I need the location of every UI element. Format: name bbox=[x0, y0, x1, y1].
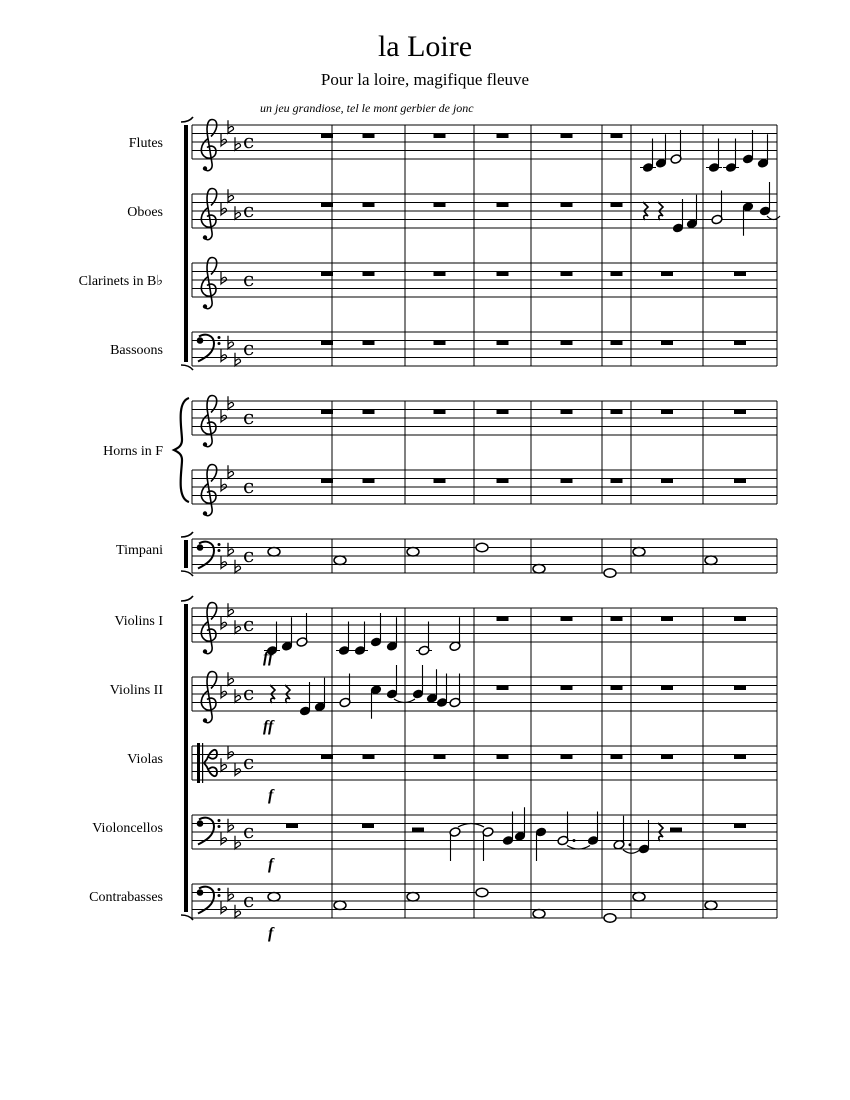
whole-rest bbox=[561, 410, 573, 415]
whole-rest bbox=[363, 203, 375, 208]
time-signature: c bbox=[243, 267, 255, 291]
dynamic-marking: ff bbox=[263, 649, 274, 666]
whole-rest bbox=[734, 272, 746, 277]
half-rest bbox=[412, 828, 424, 833]
whole-rest bbox=[363, 410, 375, 415]
time-signature: c bbox=[243, 474, 255, 498]
whole-rest bbox=[497, 341, 509, 346]
whole-rest bbox=[661, 341, 673, 346]
flat-sign-icon bbox=[228, 465, 234, 478]
flat-sign-icon bbox=[235, 137, 241, 150]
whole-rest bbox=[497, 410, 509, 415]
flat-sign-icon bbox=[221, 616, 227, 629]
whole-rest bbox=[363, 479, 375, 484]
whole-rest bbox=[611, 272, 623, 277]
flat-sign-icon bbox=[228, 543, 234, 556]
whole-rest bbox=[661, 479, 673, 484]
flat-sign-icon bbox=[221, 133, 227, 146]
flat-sign-icon bbox=[221, 478, 227, 491]
notehead bbox=[705, 556, 717, 565]
flat-sign-icon bbox=[228, 336, 234, 349]
score-title: la Loire bbox=[377, 30, 473, 63]
flat-sign-icon bbox=[221, 556, 227, 569]
flat-sign-icon bbox=[228, 603, 234, 616]
flat-sign-icon bbox=[221, 349, 227, 362]
notehead bbox=[633, 547, 645, 556]
notehead bbox=[705, 901, 717, 910]
whole-rest bbox=[661, 686, 673, 691]
instrument-label: Clarinets in B♭ bbox=[78, 274, 163, 289]
whole-rest bbox=[734, 617, 746, 622]
whole-rest bbox=[561, 617, 573, 622]
flat-sign-icon bbox=[221, 409, 227, 422]
whole-rest bbox=[497, 272, 509, 277]
notehead bbox=[334, 901, 346, 910]
flat-sign-icon bbox=[228, 120, 234, 133]
instrument-label: Flutes bbox=[128, 136, 163, 151]
time-signature: c bbox=[243, 750, 255, 774]
whole-rest bbox=[734, 341, 746, 346]
notehead bbox=[604, 569, 616, 578]
instrument-label: Violins II bbox=[109, 683, 163, 698]
treble-clef-icon bbox=[201, 396, 216, 447]
whole-rest bbox=[561, 341, 573, 346]
whole-rest bbox=[434, 479, 446, 484]
notehead bbox=[476, 543, 488, 552]
staff bbox=[192, 258, 777, 309]
notehead bbox=[533, 909, 545, 918]
notehead bbox=[633, 892, 645, 901]
time-signature: c bbox=[243, 405, 255, 429]
whole-rest bbox=[497, 617, 509, 622]
flat-sign-icon bbox=[221, 271, 227, 284]
whole-rest bbox=[321, 203, 333, 208]
notehead bbox=[604, 914, 616, 923]
whole-rest bbox=[321, 341, 333, 346]
whole-rest bbox=[497, 686, 509, 691]
time-signature: c bbox=[243, 543, 255, 567]
whole-rest bbox=[561, 479, 573, 484]
instrument-names bbox=[79, 136, 164, 905]
whole-rest bbox=[363, 134, 375, 139]
time-signature: c bbox=[243, 336, 255, 360]
whole-rest bbox=[611, 134, 623, 139]
instrument-label: Violins I bbox=[114, 614, 163, 629]
whole-rest bbox=[661, 617, 673, 622]
whole-rest bbox=[611, 686, 623, 691]
flat-sign-icon bbox=[221, 202, 227, 215]
whole-rest bbox=[497, 479, 509, 484]
dynamic-marking: f bbox=[268, 925, 274, 942]
flat-sign-icon bbox=[228, 189, 234, 202]
notehead bbox=[476, 888, 488, 897]
flat-sign-icon bbox=[228, 819, 234, 832]
whole-rest bbox=[734, 479, 746, 484]
time-signature: c bbox=[243, 888, 255, 912]
flat-sign-icon bbox=[235, 206, 241, 219]
whole-rest bbox=[734, 824, 746, 829]
time-signature: c bbox=[243, 612, 255, 636]
whole-rest bbox=[611, 479, 623, 484]
whole-rest bbox=[734, 755, 746, 760]
treble-clef-icon bbox=[201, 258, 216, 309]
flat-sign-icon bbox=[235, 353, 241, 366]
whole-rest bbox=[611, 203, 623, 208]
whole-rest bbox=[434, 272, 446, 277]
whole-rest bbox=[561, 203, 573, 208]
flat-sign-icon bbox=[228, 672, 234, 685]
instrument-label: Violoncellos bbox=[92, 821, 163, 836]
dynamic-marking: f bbox=[268, 856, 274, 873]
flat-sign-icon bbox=[235, 763, 241, 776]
whole-rest bbox=[363, 272, 375, 277]
notehead bbox=[407, 892, 419, 901]
flat-sign-icon bbox=[221, 901, 227, 914]
flat-sign-icon bbox=[221, 685, 227, 698]
notehead bbox=[334, 556, 346, 565]
whole-rest bbox=[497, 203, 509, 208]
flat-sign-icon bbox=[221, 758, 227, 771]
staff bbox=[192, 189, 777, 240]
notehead bbox=[268, 547, 280, 556]
whole-rest bbox=[497, 134, 509, 139]
instrument-label: Timpani bbox=[116, 543, 163, 558]
whole-rest bbox=[434, 341, 446, 346]
whole-rest bbox=[434, 410, 446, 415]
flat-sign-icon bbox=[235, 905, 241, 918]
flat-sign-icon bbox=[228, 746, 234, 759]
tie bbox=[458, 824, 484, 828]
whole-rest bbox=[321, 479, 333, 484]
instrument-label: Horns in F bbox=[103, 444, 163, 459]
whole-rest bbox=[363, 341, 375, 346]
whole-rest bbox=[434, 203, 446, 208]
dot bbox=[629, 843, 632, 846]
flat-sign-icon bbox=[221, 832, 227, 845]
score-subtitle: Pour la loire, magifique fleuve bbox=[320, 70, 530, 89]
whole-rest bbox=[611, 410, 623, 415]
whole-rest bbox=[434, 755, 446, 760]
staff bbox=[192, 396, 777, 447]
half-rest bbox=[670, 828, 682, 833]
whole-rest bbox=[321, 410, 333, 415]
instrument-label: Oboes bbox=[127, 205, 163, 220]
flat-sign-icon bbox=[235, 836, 241, 849]
instrument-label: Bassoons bbox=[110, 343, 163, 358]
flat-sign-icon bbox=[228, 888, 234, 901]
treble-clef-icon bbox=[201, 465, 216, 516]
time-signature: c bbox=[243, 129, 255, 153]
tempo-marking: un jeu grandiose, tel le mont gerbier de jonc bbox=[260, 101, 474, 115]
instrument-label: Violas bbox=[127, 752, 163, 767]
treble-clef-icon bbox=[201, 120, 216, 171]
whole-rest bbox=[734, 410, 746, 415]
staff bbox=[192, 120, 777, 171]
whole-rest bbox=[661, 410, 673, 415]
dynamic-marking: f bbox=[268, 787, 274, 804]
whole-rest bbox=[734, 686, 746, 691]
whole-rest bbox=[286, 824, 298, 829]
staff bbox=[192, 465, 777, 516]
dynamic-marking: ff bbox=[263, 718, 274, 735]
whole-rest bbox=[321, 134, 333, 139]
whole-rest bbox=[321, 755, 333, 760]
whole-rest bbox=[363, 755, 375, 760]
whole-rest bbox=[661, 755, 673, 760]
flat-sign-icon bbox=[235, 620, 241, 633]
whole-rest bbox=[561, 755, 573, 760]
dot bbox=[573, 839, 576, 842]
staff bbox=[192, 672, 777, 723]
notehead bbox=[533, 564, 545, 573]
tie bbox=[767, 216, 780, 220]
flat-sign-icon bbox=[235, 689, 241, 702]
time-signature: c bbox=[243, 198, 255, 222]
staff bbox=[192, 603, 777, 654]
whole-rest bbox=[434, 134, 446, 139]
flat-sign-icon bbox=[235, 560, 241, 573]
whole-rest bbox=[321, 272, 333, 277]
notehead bbox=[268, 892, 280, 901]
whole-rest bbox=[611, 617, 623, 622]
time-signature: c bbox=[243, 819, 255, 843]
tie bbox=[567, 846, 590, 850]
whole-rest bbox=[561, 134, 573, 139]
whole-rest bbox=[611, 755, 623, 760]
whole-rest bbox=[362, 824, 374, 829]
treble-clef-icon bbox=[201, 603, 216, 654]
whole-rest bbox=[561, 272, 573, 277]
staff bbox=[192, 332, 777, 366]
flat-sign-icon bbox=[228, 396, 234, 409]
treble-clef-icon bbox=[201, 189, 216, 240]
system-brackets bbox=[174, 117, 193, 920]
instrument-label: Contrabasses bbox=[89, 890, 163, 905]
notehead bbox=[407, 547, 419, 556]
whole-rest bbox=[497, 755, 509, 760]
treble-clef-icon bbox=[201, 672, 216, 723]
whole-rest bbox=[561, 686, 573, 691]
time-signature: c bbox=[243, 681, 255, 705]
whole-rest bbox=[611, 341, 623, 346]
whole-rest bbox=[661, 272, 673, 277]
staff bbox=[192, 743, 777, 783]
staves bbox=[192, 120, 777, 919]
